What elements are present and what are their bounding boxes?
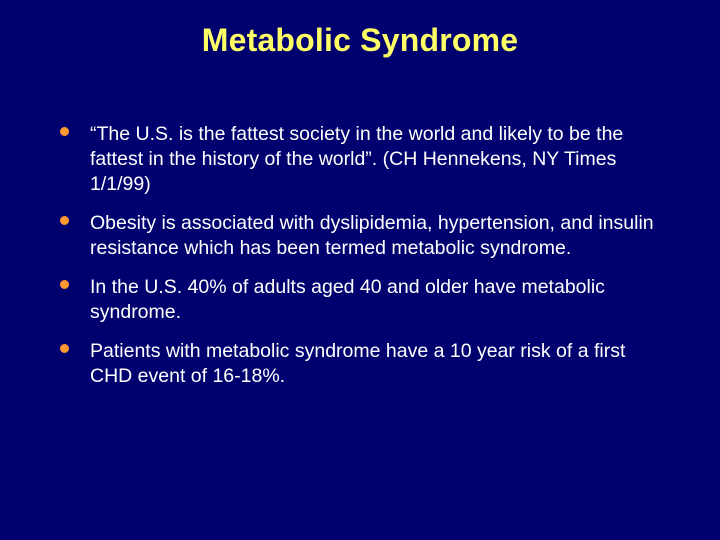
list-item	[52, 339, 672, 389]
list-item-text: Patients with metabolic syndrome have a 10 year risk of a first CHD event of 16-18%.	[90, 340, 626, 387]
list-item-text: “The U.S. is the fattest society in the world and likely to be the fattest in the history of the world”. (CH Hennekens, NY Times 1/1/99)	[90, 123, 624, 195]
bullet-dot-icon	[60, 344, 69, 353]
bullet-dot-icon	[60, 280, 69, 289]
list-item	[52, 211, 672, 261]
page-title: Metabolic Syndrome	[201, 22, 519, 58]
bullet-list	[52, 122, 672, 403]
list-item	[52, 275, 672, 325]
list-item-text: Obesity is associated with dyslipidemia, hypertension, and insulin resistance which has been termed metabolic syndrome.	[90, 212, 654, 259]
bullet-dot-icon	[60, 216, 69, 225]
list-item-text: In the U.S. 40% of adults aged 40 and older have metabolic syndrome.	[90, 276, 605, 323]
list-item	[52, 122, 672, 197]
bullet-dot-icon	[60, 127, 69, 136]
